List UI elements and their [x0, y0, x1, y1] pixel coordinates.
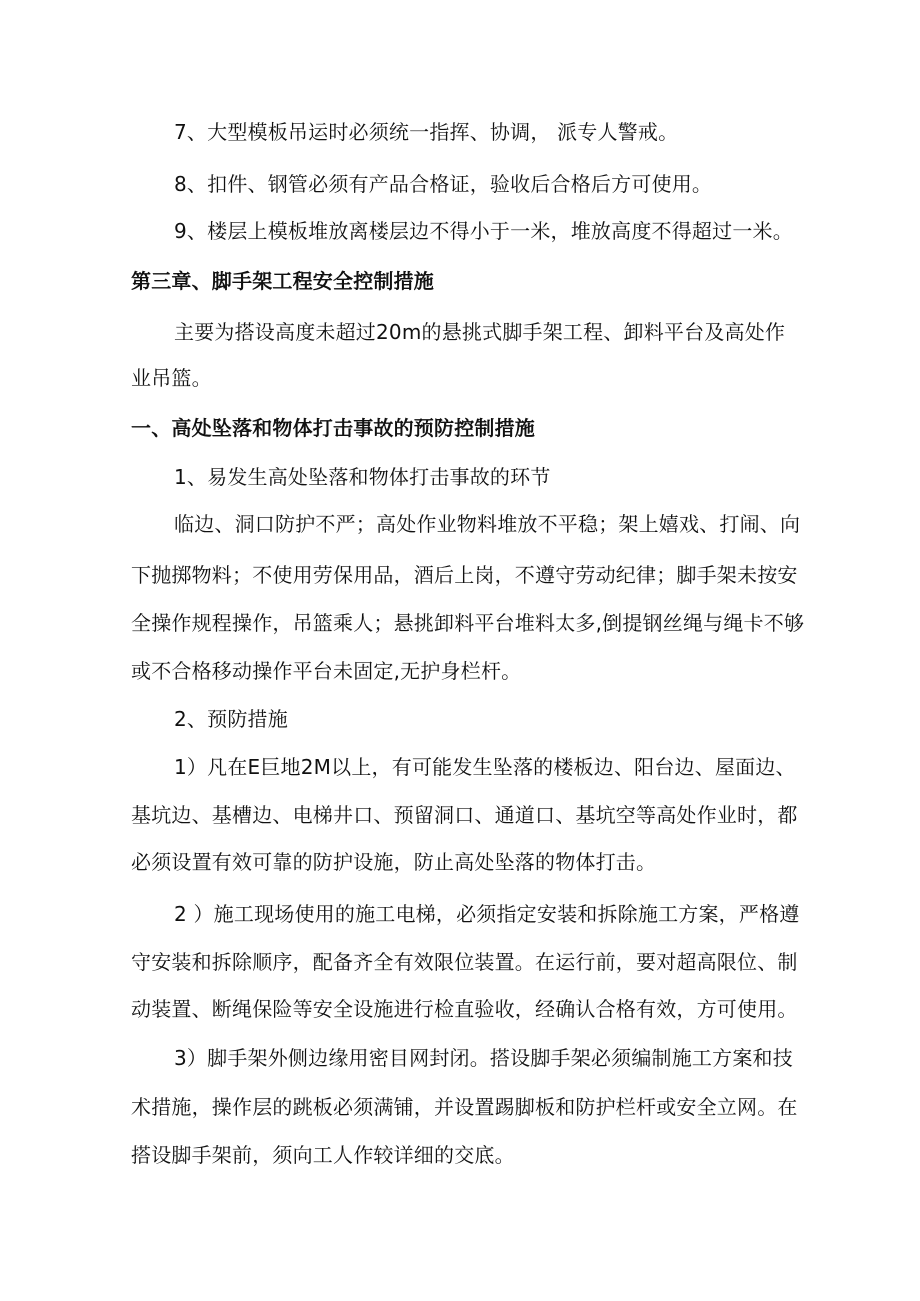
- paragraph-line: 2、预防措施: [174, 707, 288, 731]
- paragraph-line: 守安装和拆除顺序，配备齐全有效限位装置。在运行前，要对超高限位、制: [131, 950, 798, 974]
- paragraph-line: 术措施，操作层的跳板必须满铺，并设置踢脚板和防护栏杆或安全立网。在: [131, 1095, 798, 1119]
- paragraph-line: 2 ）施工现场使用的施工电梯，必须指定安装和拆除施工方案，严格遵: [174, 902, 800, 926]
- paragraph-line: 基坑边、基槽边、电梯井口、预留洞口、通道口、基坑空等高处作业时，都: [131, 803, 798, 827]
- paragraph-line: 8、扣件、钢管必须有产品合格证，验收后合格后方可使用。: [174, 172, 713, 196]
- paragraph-line: 必须设置有效可靠的防护设施，防止高处坠落的物体打击。: [131, 850, 657, 874]
- paragraph-line: 3）脚手架外侧边缘用密目网封闭。搭设脚手架必须编制施工方案和技: [174, 1046, 793, 1070]
- paragraph-line: 7、大型模板吊运时必须统一指挥、协调， 派专人警戒。: [174, 120, 679, 144]
- paragraph-line: 业吊篮。: [131, 366, 212, 390]
- paragraph-line: 下抛掷物料；不使用劳保用品，酒后上岗，不遵守劳动纪律；脚手架未按安: [131, 563, 798, 587]
- paragraph-line: 1、易发生高处坠落和物体打击事故的环节: [174, 465, 551, 489]
- paragraph-line: 全操作规程操作，吊篮乘人；悬挑卸料平台堆料太多,倒提钢丝绳与绳卡不够: [131, 611, 805, 635]
- paragraph-line: 或不合格移动操作平台未固定,无护身栏杆。: [131, 659, 522, 683]
- section-heading: 一、高处坠落和物体打击事故的预防控制措施: [131, 416, 535, 440]
- paragraph-line: 临边、洞口防护不严；高处作业物料堆放不平稳；架上嬉戏、打闹、向: [174, 512, 801, 536]
- paragraph-line: 主要为搭设高度未超过20m的悬挑式脚手架工程、卸料平台及高处作: [174, 320, 786, 344]
- paragraph-line: 搭设脚手架前，须向工人作较详细的交底。: [131, 1143, 515, 1167]
- paragraph-line: 动装置、断绳保险等安全设施进行检直验收，经确认合格有效，方可使用。: [131, 997, 798, 1021]
- paragraph-line: 9、楼层上模板堆放离楼层边不得小于一米，堆放高度不得超过一米。: [174, 219, 793, 243]
- chapter-heading: 第三章、脚手架工程安全控制措施: [131, 269, 434, 293]
- paragraph-line: 1）凡在E巨地2M以上，有可能发生坠落的楼板边、阳台边、屋面边、: [174, 755, 796, 779]
